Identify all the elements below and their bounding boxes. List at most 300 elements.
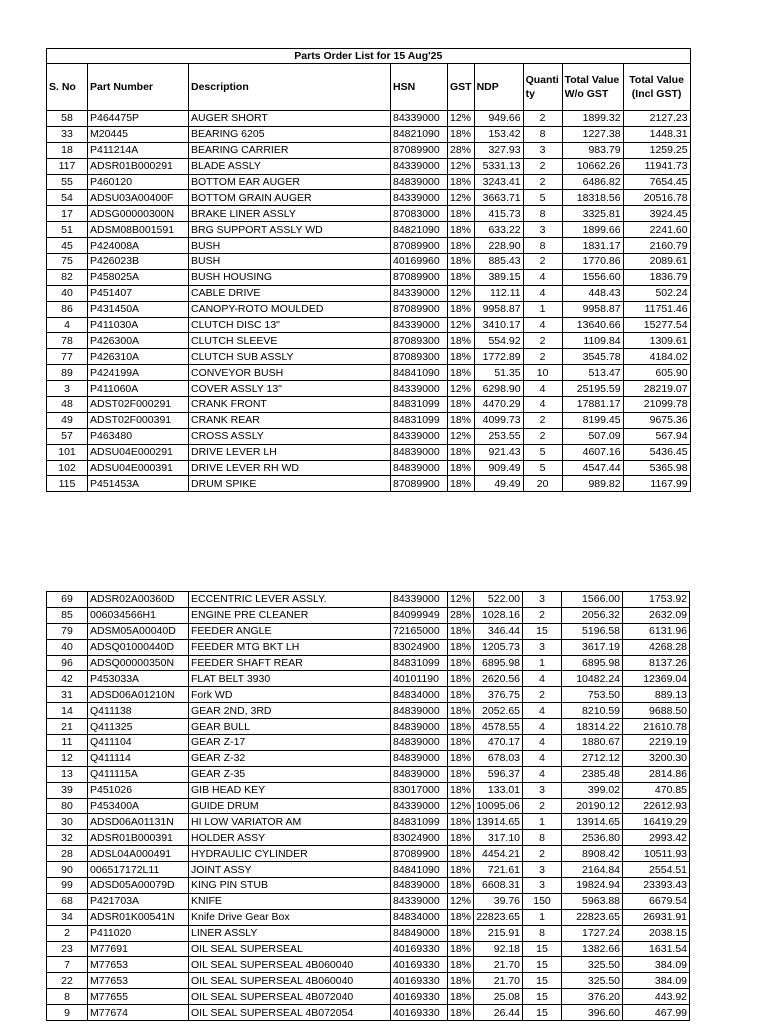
table-row <box>47 639 690 655</box>
cell-ndp: 4099.73 <box>474 412 523 428</box>
cell-gst: 12% <box>448 317 475 333</box>
cell-ndp: 6298.90 <box>474 381 523 397</box>
header-ndp: NDP <box>474 64 523 111</box>
table-row <box>47 830 690 846</box>
cell-total-wo-gst: 1382.66 <box>562 941 623 957</box>
cell-total-wo-gst: 2712.12 <box>562 750 623 766</box>
cell-description: DRIVE LEVER LH <box>189 444 391 460</box>
cell-gst: 12% <box>448 111 475 127</box>
cell-hsn: 84339000 <box>391 190 448 206</box>
table-row <box>47 222 691 238</box>
cell-gst: 18% <box>448 957 474 973</box>
cell-hsn: 72165000 <box>391 623 448 639</box>
table-row <box>47 846 690 862</box>
cell-ndp: 2052.65 <box>474 703 523 719</box>
cell-description: HYDRAULIC CYLINDER <box>189 846 391 862</box>
cell-total-wo-gst: 1770.86 <box>562 254 623 270</box>
cell-ndp: 389.15 <box>474 269 523 285</box>
table-row <box>47 317 691 333</box>
cell-description: CANOPY-ROTO MOULDED <box>189 301 391 317</box>
cell-quantity: 2 <box>523 607 562 623</box>
cell-hsn: 84834000 <box>391 687 448 703</box>
cell-ndp: 133.01 <box>474 782 523 798</box>
cell-part-number: ADSD06A01131N <box>88 814 189 830</box>
cell-quantity: 15 <box>523 623 562 639</box>
cell-total-wo-gst: 1556.60 <box>562 269 623 285</box>
cell-total-wo-gst: 507.09 <box>562 428 623 444</box>
table-row <box>47 909 690 925</box>
cell-sno: 32 <box>47 830 88 846</box>
cell-total-incl-gst: 16419.29 <box>623 814 690 830</box>
cell-hsn: 87089900 <box>391 269 448 285</box>
cell-hsn: 84339000 <box>391 592 448 608</box>
cell-part-number: P453033A <box>88 671 189 687</box>
table-row <box>47 878 690 894</box>
cell-gst: 18% <box>448 941 474 957</box>
cell-ndp: 633.22 <box>474 222 523 238</box>
cell-part-number: ADSU04E000391 <box>88 460 189 476</box>
cell-total-incl-gst: 1631.54 <box>623 941 690 957</box>
cell-sno: 45 <box>47 238 88 254</box>
cell-gst: 18% <box>448 623 474 639</box>
cell-sno: 21 <box>47 719 88 735</box>
cell-description: BLADE ASSLY <box>189 158 391 174</box>
cell-part-number: ADSR02A00360D <box>88 592 189 608</box>
cell-hsn: 40169330 <box>391 941 448 957</box>
cell-sno: 115 <box>47 476 88 492</box>
cell-total-incl-gst: 4184.02 <box>623 349 690 365</box>
cell-description: BUSH <box>189 238 391 254</box>
cell-hsn: 40169330 <box>391 957 448 973</box>
cell-total-wo-gst: 2164.84 <box>562 862 623 878</box>
cell-description: FEEDER MTG BKT LH <box>189 639 391 655</box>
cell-hsn: 83024900 <box>391 639 448 655</box>
cell-hsn: 84839000 <box>391 174 448 190</box>
cell-total-incl-gst: 15277.54 <box>623 317 690 333</box>
cell-sno: 42 <box>47 671 88 687</box>
table-row <box>47 687 690 703</box>
cell-total-incl-gst: 9675.36 <box>623 412 690 428</box>
cell-sno: 77 <box>47 349 88 365</box>
cell-quantity: 8 <box>523 830 562 846</box>
cell-part-number: P421703A <box>88 893 189 909</box>
cell-hsn: 84821090 <box>391 126 448 142</box>
cell-part-number: M77691 <box>88 941 189 957</box>
cell-total-incl-gst: 1836.79 <box>623 269 690 285</box>
cell-part-number: P453400A <box>88 798 189 814</box>
cell-gst: 18% <box>448 862 474 878</box>
cell-total-wo-gst: 1831.17 <box>562 238 623 254</box>
cell-quantity: 15 <box>523 973 562 989</box>
cell-gst: 18% <box>448 703 474 719</box>
cell-sno: 99 <box>47 878 88 894</box>
cell-part-number: ADSR01K00541N <box>88 909 189 925</box>
cell-hsn: 84839000 <box>391 703 448 719</box>
cell-quantity: 20 <box>523 476 562 492</box>
cell-gst: 18% <box>448 412 475 428</box>
cell-total-wo-gst: 1566.00 <box>562 592 623 608</box>
cell-quantity: 8 <box>523 925 562 941</box>
cell-total-wo-gst: 18318.56 <box>562 190 623 206</box>
cell-quantity: 4 <box>523 750 562 766</box>
cell-hsn: 84839000 <box>391 719 448 735</box>
cell-total-wo-gst: 8210.59 <box>562 703 623 719</box>
cell-gst: 12% <box>448 190 475 206</box>
cell-total-incl-gst: 21099.78 <box>623 397 690 413</box>
cell-gst: 18% <box>448 639 474 655</box>
cell-part-number: M77653 <box>88 973 189 989</box>
cell-gst: 18% <box>448 671 474 687</box>
cell-sno: 69 <box>47 592 88 608</box>
cell-sno: 102 <box>47 460 88 476</box>
cell-description: BRAKE LINER ASSLY <box>189 206 391 222</box>
cell-quantity: 5 <box>523 460 562 476</box>
cell-hsn: 40101190 <box>391 671 448 687</box>
cell-total-wo-gst: 5963.88 <box>562 893 623 909</box>
cell-quantity: 150 <box>523 893 562 909</box>
page-title: Parts Order List for 15 Aug'25 <box>47 49 691 64</box>
cell-hsn: 84821090 <box>391 222 448 238</box>
cell-sno: 49 <box>47 412 88 428</box>
cell-ndp: 9958.87 <box>474 301 523 317</box>
cell-gst: 18% <box>448 126 475 142</box>
cell-gst: 28% <box>448 142 475 158</box>
cell-total-incl-gst: 11941.73 <box>623 158 690 174</box>
cell-sno: 57 <box>47 428 88 444</box>
cell-gst: 18% <box>448 878 474 894</box>
cell-sno: 4 <box>47 317 88 333</box>
cell-part-number: ADSM05A00040D <box>88 623 189 639</box>
cell-total-wo-gst: 22823.65 <box>562 909 623 925</box>
cell-ndp: 1772.89 <box>474 349 523 365</box>
cell-ndp: 26.44 <box>474 1005 523 1021</box>
cell-total-incl-gst: 467.99 <box>623 1005 690 1021</box>
cell-ndp: 415.73 <box>474 206 523 222</box>
cell-part-number: P424199A <box>88 365 189 381</box>
cell-ndp: 112.11 <box>474 285 523 301</box>
cell-quantity: 15 <box>523 989 562 1005</box>
table-row <box>47 782 690 798</box>
cell-part-number: P411030A <box>88 317 189 333</box>
cell-part-number: ADSU03A00400F <box>88 190 189 206</box>
cell-ndp: 39.76 <box>474 893 523 909</box>
cell-gst: 12% <box>448 893 474 909</box>
cell-sno: 48 <box>47 397 88 413</box>
cell-hsn: 40169330 <box>391 989 448 1005</box>
cell-hsn: 83017000 <box>391 782 448 798</box>
cell-quantity: 2 <box>523 111 562 127</box>
cell-quantity: 2 <box>523 412 562 428</box>
cell-quantity: 15 <box>523 957 562 973</box>
cell-total-wo-gst: 10482.24 <box>562 671 623 687</box>
cell-total-incl-gst: 3200.30 <box>623 750 690 766</box>
cell-total-incl-gst: 11751.46 <box>623 301 690 317</box>
cell-quantity: 10 <box>523 365 562 381</box>
cell-total-incl-gst: 21610.78 <box>623 719 690 735</box>
cell-total-wo-gst: 983.79 <box>562 142 623 158</box>
cell-ndp: 470.17 <box>474 735 523 751</box>
cell-quantity: 1 <box>523 655 562 671</box>
cell-total-wo-gst: 6486.82 <box>562 174 623 190</box>
cell-part-number: P411060A <box>88 381 189 397</box>
cell-description: OIL SEAL SUPERSEAL 4B072040 <box>189 989 391 1005</box>
cell-description: LINER ASSLY <box>189 925 391 941</box>
cell-quantity: 4 <box>523 381 562 397</box>
cell-sno: 9 <box>47 1005 88 1021</box>
cell-part-number: Q411114 <box>88 750 189 766</box>
cell-part-number: ADSG00000300N <box>88 206 189 222</box>
cell-quantity: 3 <box>523 878 562 894</box>
cell-quantity: 2 <box>523 846 562 862</box>
cell-quantity: 4 <box>523 317 562 333</box>
cell-gst: 18% <box>448 1005 474 1021</box>
cell-total-incl-gst: 1448.31 <box>623 126 690 142</box>
cell-quantity: 8 <box>523 206 562 222</box>
cell-ndp: 376.75 <box>474 687 523 703</box>
cell-sno: 75 <box>47 254 88 270</box>
cell-part-number: P451453A <box>88 476 189 492</box>
cell-ndp: 21.70 <box>474 973 523 989</box>
cell-quantity: 1 <box>523 301 562 317</box>
header-description: Description <box>189 64 391 111</box>
cell-total-wo-gst: 325.50 <box>562 973 623 989</box>
cell-total-incl-gst: 10511.93 <box>623 846 690 862</box>
header-hsn: HSN <box>391 64 448 111</box>
cell-ndp: 3663.71 <box>474 190 523 206</box>
table-row <box>47 444 691 460</box>
cell-total-wo-gst: 3325.81 <box>562 206 623 222</box>
cell-quantity: 4 <box>523 735 562 751</box>
table-row <box>47 862 690 878</box>
cell-description: GUIDE DRUM <box>189 798 391 814</box>
cell-total-incl-gst: 1167.99 <box>623 476 690 492</box>
cell-ndp: 3410.17 <box>474 317 523 333</box>
cell-ndp: 6895.98 <box>474 655 523 671</box>
cell-quantity: 4 <box>523 719 562 735</box>
cell-quantity: 2 <box>523 428 562 444</box>
cell-description: CLUTCH SUB ASSLY <box>189 349 391 365</box>
cell-description: OIL SEAL SUPERSEAL 4B072054 <box>189 1005 391 1021</box>
cell-part-number: ADSU04E000291 <box>88 444 189 460</box>
cell-total-wo-gst: 10662.26 <box>562 158 623 174</box>
table-row <box>47 766 690 782</box>
cell-hsn: 87089900 <box>391 476 448 492</box>
cell-hsn: 87089900 <box>391 846 448 862</box>
cell-description: CLUTCH DISC 13" <box>189 317 391 333</box>
cell-ndp: 13914.65 <box>474 814 523 830</box>
cell-sno: 39 <box>47 782 88 798</box>
cell-description: OIL SEAL SUPERSEAL <box>189 941 391 957</box>
cell-quantity: 3 <box>523 592 562 608</box>
cell-gst: 18% <box>448 365 475 381</box>
cell-gst: 18% <box>448 222 475 238</box>
cell-total-wo-gst: 25195.59 <box>562 381 623 397</box>
cell-sno: 22 <box>47 973 88 989</box>
table-body-1 <box>47 111 691 492</box>
cell-gst: 28% <box>448 607 474 623</box>
table-row <box>47 814 690 830</box>
cell-description: CABLE DRIVE <box>189 285 391 301</box>
cell-gst: 12% <box>448 428 475 444</box>
cell-total-wo-gst: 8199.45 <box>562 412 623 428</box>
cell-gst: 18% <box>448 476 475 492</box>
cell-quantity: 2 <box>523 687 562 703</box>
table-row <box>47 460 691 476</box>
cell-sno: 80 <box>47 798 88 814</box>
cell-description: GEAR 2ND, 3RD <box>189 703 391 719</box>
header-quantity: Quantity <box>523 64 562 111</box>
cell-total-incl-gst: 12369.04 <box>623 671 690 687</box>
cell-part-number: ADSL04A000491 <box>88 846 189 862</box>
cell-quantity: 2 <box>523 333 562 349</box>
cell-ndp: 885.43 <box>474 254 523 270</box>
cell-hsn: 84831099 <box>391 814 448 830</box>
cell-total-wo-gst: 396.60 <box>562 1005 623 1021</box>
table-row <box>47 623 690 639</box>
cell-description: ECCENTRIC LEVER ASSLY. <box>189 592 391 608</box>
cell-ndp: 678.03 <box>474 750 523 766</box>
cell-gst: 12% <box>448 381 475 397</box>
cell-description: JOINT ASSY <box>189 862 391 878</box>
cell-total-incl-gst: 1259.25 <box>623 142 690 158</box>
cell-description: GEAR BULL <box>189 719 391 735</box>
cell-quantity: 2 <box>523 798 562 814</box>
cell-total-incl-gst: 2127.23 <box>623 111 690 127</box>
cell-total-wo-gst: 2385.48 <box>562 766 623 782</box>
cell-total-wo-gst: 9958.87 <box>562 301 623 317</box>
cell-gst: 12% <box>448 592 474 608</box>
cell-quantity: 2 <box>523 254 562 270</box>
cell-total-incl-gst: 384.09 <box>623 973 690 989</box>
table-row <box>47 158 691 174</box>
cell-hsn: 84831099 <box>391 397 448 413</box>
cell-part-number: P426023B <box>88 254 189 270</box>
cell-gst: 18% <box>448 766 474 782</box>
cell-sno: 31 <box>47 687 88 703</box>
cell-description: GEAR Z-32 <box>189 750 391 766</box>
cell-description: ENGINE PRE CLEANER <box>189 607 391 623</box>
cell-hsn: 84339000 <box>391 317 448 333</box>
table-row <box>47 254 691 270</box>
cell-gst: 18% <box>448 444 475 460</box>
header-total-incl-gst: Total Value (Incl GST) <box>623 64 690 111</box>
header-total-wo-gst: Total Value W/o GST <box>562 64 623 111</box>
cell-ndp: 554.92 <box>474 333 523 349</box>
table-row <box>47 301 691 317</box>
table-row <box>47 735 690 751</box>
cell-total-wo-gst: 13914.65 <box>562 814 623 830</box>
cell-gst: 18% <box>448 206 475 222</box>
cell-total-wo-gst: 448.43 <box>562 285 623 301</box>
table-row <box>47 349 691 365</box>
cell-sno: 12 <box>47 750 88 766</box>
cell-part-number: P426310A <box>88 349 189 365</box>
cell-quantity: 1 <box>523 814 562 830</box>
cell-total-incl-gst: 22612.93 <box>623 798 690 814</box>
table-row <box>47 750 690 766</box>
table-row <box>47 703 690 719</box>
cell-part-number: P464475P <box>88 111 189 127</box>
cell-ndp: 5331.13 <box>474 158 523 174</box>
cell-total-wo-gst: 989.82 <box>562 476 623 492</box>
cell-description: Fork WD <box>189 687 391 703</box>
cell-ndp: 949.66 <box>474 111 523 127</box>
cell-sno: 96 <box>47 655 88 671</box>
table-row <box>47 174 691 190</box>
cell-sno: 17 <box>47 206 88 222</box>
cell-description: DRIVE LEVER RH WD <box>189 460 391 476</box>
cell-part-number: ADSQ01000440D <box>88 639 189 655</box>
cell-total-wo-gst: 4607.16 <box>562 444 623 460</box>
cell-total-wo-gst: 513.47 <box>562 365 623 381</box>
cell-part-number: P411020 <box>88 925 189 941</box>
cell-quantity: 5 <box>523 444 562 460</box>
cell-part-number: P460120 <box>88 174 189 190</box>
cell-hsn: 84841090 <box>391 862 448 878</box>
cell-sno: 68 <box>47 893 88 909</box>
cell-quantity: 4 <box>523 397 562 413</box>
cell-gst: 18% <box>448 719 474 735</box>
cell-sno: 90 <box>47 862 88 878</box>
cell-hsn: 83024900 <box>391 830 448 846</box>
cell-part-number: ADSQ00000350N <box>88 655 189 671</box>
cell-gst: 18% <box>448 846 474 862</box>
cell-total-incl-gst: 2038.15 <box>623 925 690 941</box>
cell-hsn: 84339000 <box>391 285 448 301</box>
cell-sno: 30 <box>47 814 88 830</box>
cell-part-number: P451407 <box>88 285 189 301</box>
cell-gst: 18% <box>448 735 474 751</box>
table-row <box>47 206 691 222</box>
table-row <box>47 957 690 973</box>
cell-total-incl-gst: 470.85 <box>623 782 690 798</box>
cell-total-wo-gst: 4547.44 <box>562 460 623 476</box>
cell-sno: 2 <box>47 925 88 941</box>
cell-total-incl-gst: 384.09 <box>623 957 690 973</box>
cell-description: KING PIN STUB <box>189 878 391 894</box>
cell-gst: 12% <box>448 285 475 301</box>
cell-total-wo-gst: 3617.19 <box>562 639 623 655</box>
cell-total-incl-gst: 2993.42 <box>623 830 690 846</box>
table-row <box>47 381 691 397</box>
cell-total-wo-gst: 20190.12 <box>562 798 623 814</box>
cell-gst: 18% <box>448 973 474 989</box>
cell-description: GIB HEAD KEY <box>189 782 391 798</box>
cell-hsn: 84099949 <box>391 607 448 623</box>
cell-gst: 18% <box>448 782 474 798</box>
table-row <box>47 285 691 301</box>
cell-part-number: ADSR01B000391 <box>88 830 189 846</box>
cell-gst: 18% <box>448 460 475 476</box>
cell-part-number: ADST02F000291 <box>88 397 189 413</box>
cell-description: BOTTOM EAR AUGER <box>189 174 391 190</box>
cell-total-wo-gst: 325.50 <box>562 957 623 973</box>
cell-sno: 28 <box>47 846 88 862</box>
parts-table-2 <box>46 591 690 1021</box>
cell-hsn: 84839000 <box>391 460 448 476</box>
cell-total-wo-gst: 1727.24 <box>562 925 623 941</box>
cell-description: OIL SEAL SUPERSEAL 4B060040 <box>189 957 391 973</box>
cell-description: CLUTCH SLEEVE <box>189 333 391 349</box>
cell-total-wo-gst: 5196.58 <box>562 623 623 639</box>
cell-hsn: 84339000 <box>391 381 448 397</box>
cell-sno: 85 <box>47 607 88 623</box>
cell-part-number: P451026 <box>88 782 189 798</box>
cell-quantity: 4 <box>523 269 562 285</box>
cell-gst: 18% <box>448 174 475 190</box>
cell-ndp: 1205.73 <box>474 639 523 655</box>
table-row <box>47 941 690 957</box>
